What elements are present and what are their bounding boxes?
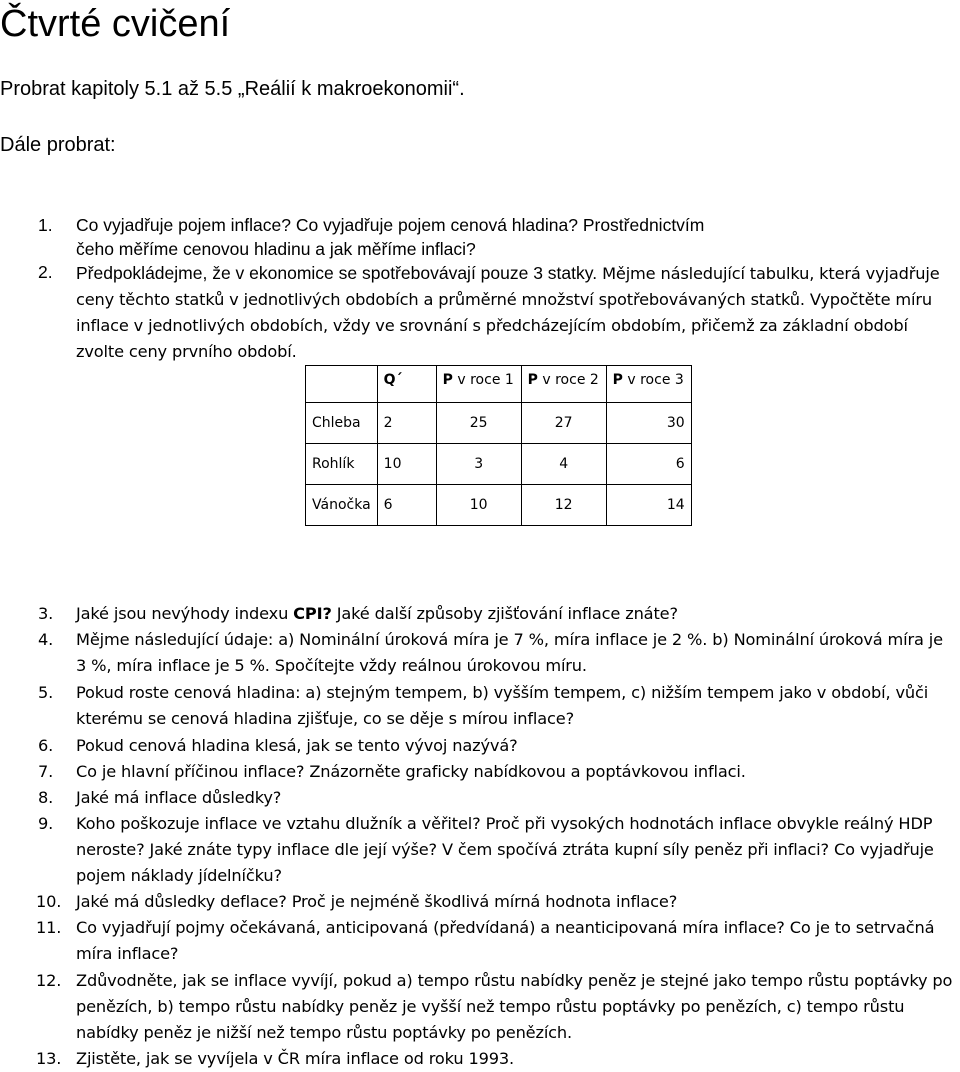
list-text <box>76 261 960 365</box>
header-light: v roce 3 <box>622 372 684 388</box>
list-text: Pokud roste cenová hladina: a) stejným tempem, b) vyšším tempem, c) nižším tempem jako v období, vůči kterému se cenová hladina zjišťuje, co se děje s mírou inflace? <box>76 683 929 728</box>
list-text: Pokud cenová hladina klesá, jak se tento vývoj nazývá? <box>76 736 518 755</box>
table-cell-p2: 12 <box>521 485 606 526</box>
table-cell-p1: 10 <box>436 485 521 526</box>
list-number: 1. <box>38 215 53 235</box>
table-cell-name: Chleba <box>306 403 378 444</box>
prices-table <box>305 365 692 526</box>
table-row <box>306 444 692 485</box>
table-cell-p2: 4 <box>521 444 606 485</box>
list-text: Zdůvodněte, jak se inflace vyvíjí, pokud a) tempo růstu nabídky peněz je stejné jako tempo růstu poptávky po penězích, b) tempo růstu nabídky peněz je vyšší než tempo růstu poptávky po penězích, c) tempo růstu nabídky peněz je nižší než tempo růstu poptávky po penězích. <box>76 971 953 1042</box>
table-row <box>306 403 692 444</box>
list-number: 7. <box>38 762 54 781</box>
table-header-q <box>377 366 436 403</box>
list-text: Co vyjadřuje pojem inflace? Co vyjadřuje pojem cenová hladina? Prostřednictvím čeho měříme cenovou hladinu a jak měříme inflaci? <box>76 215 705 259</box>
list-number: 4. <box>38 630 54 649</box>
list-number: 10. <box>36 892 62 911</box>
intro-line-chapters: Probrat kapitoly 5.1 až 5.5 „Reálií k makroekonomii“. <box>0 78 465 100</box>
header-bold: Q´ <box>383 372 403 388</box>
header-bold: P <box>612 372 623 388</box>
intro-line-also: Dále probrat: <box>0 134 116 156</box>
table-cell-q: 10 <box>377 444 436 485</box>
table-cell-q: 6 <box>377 485 436 526</box>
list-text: Co je hlavní příčinou inflace? Znázorněte graficky nabídkovou a poptávkovou inflaci. <box>76 762 746 781</box>
list-text-part-b: Mějme následující tabulku, která vyjadřuje ceny těchto statků v jednotlivých obdobích a průměrné množství spotřebovávaných statků. Vypočtěte míru inflace v jednotlivých obdobích, vždy ve srovnání s předcházejícím obdobím, přičemž za základní období zvolte ceny prvního období. <box>76 264 940 361</box>
list-number: 6. <box>38 736 54 755</box>
table-cell-p2: 27 <box>521 403 606 444</box>
page-title: Čtvrté cvičení <box>0 3 231 45</box>
list-number: 13. <box>36 1049 62 1068</box>
table-cell-name: Rohlík <box>306 444 378 485</box>
list-text: Jaké má inflace důsledky? <box>76 788 282 807</box>
header-light: v roce 1 <box>452 372 514 388</box>
list-number: 9. <box>38 814 54 833</box>
list-number: 12. <box>36 971 62 990</box>
table-cell-p3: 14 <box>606 485 691 526</box>
list-text-post: Jaké další způsoby zjišťování inflace znáte? <box>331 604 678 623</box>
table-cell-p3: 6 <box>606 444 691 485</box>
table-cell-q: 2 <box>377 403 436 444</box>
list-number: 5. <box>38 683 54 702</box>
table-header-p2 <box>521 366 606 403</box>
table-row <box>306 485 692 526</box>
header-light: v roce 2 <box>537 372 599 388</box>
header-bold: P <box>527 372 538 388</box>
list-text: Jaké má důsledky deflace? Proč je nejméně škodlivá mírná hodnota inflace? <box>76 892 678 911</box>
list-text-pre: Jaké jsou nevýhody indexu <box>76 604 294 623</box>
table-header-p1 <box>436 366 521 403</box>
table-header-empty <box>306 366 378 403</box>
list-number: 11. <box>36 918 62 937</box>
list-text-bold: CPI? <box>293 604 332 623</box>
table-cell-p1: 25 <box>436 403 521 444</box>
list-text: Mějme následující údaje: a) Nominální úroková míra je 7 %, míra inflace je 2 %. b) Nominální úroková míra je 3 %, míra inflace je 5 %. Spočítejte vždy reálnou úrokovou míru. <box>76 630 943 675</box>
list-text <box>76 601 956 627</box>
table-cell-p1: 3 <box>436 444 521 485</box>
list-number: 2. <box>38 262 53 282</box>
table-cell-name: Vánočka <box>306 485 378 526</box>
table-header-p3 <box>606 366 691 403</box>
list-text-part-a: Předpokládejme, že v ekonomice se spotřebovávají pouze 3 statky. <box>76 263 598 283</box>
table-cell-p3: 30 <box>606 403 691 444</box>
list-text: Co vyjadřují pojmy očekávaná, anticipovaná (předvídaná) a neanticipovaná míra inflace? Co je to setrvačná míra inflace? <box>76 918 935 963</box>
list-number: 3. <box>38 604 54 623</box>
list-text: Koho poškozuje inflace ve vztahu dlužník a věřitel? Proč při vysokých hodnotách inflace obvykle reálný HDP neroste? Jaké znáte typy inflace dle její výše? V čem spočívá ztráta kupní síly peněz při inflaci? Co vyjadřuje pojem náklady jídelníčku? <box>76 814 934 885</box>
table-header-row <box>306 366 692 403</box>
list-number: 8. <box>38 788 54 807</box>
header-bold: P <box>442 372 453 388</box>
list-text: Zjistěte, jak se vyvíjela v ČR míra inflace od roku 1993. <box>76 1049 515 1068</box>
